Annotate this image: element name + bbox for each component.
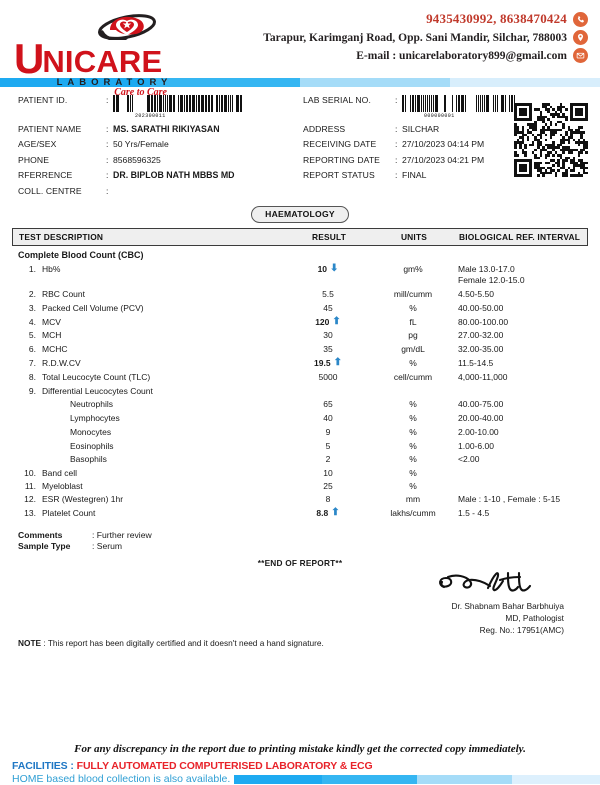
table-row	[12, 287, 588, 301]
test-name: Eosinophils	[70, 440, 114, 451]
cell-units: fL	[409, 316, 417, 327]
cell-result	[280, 413, 376, 423]
cell-result	[280, 303, 376, 313]
lab-logo	[14, 6, 189, 98]
comments-row	[18, 530, 588, 540]
result-value: 25	[323, 481, 333, 492]
cell-result	[280, 289, 376, 299]
table-row	[12, 507, 588, 521]
table-row	[12, 315, 588, 329]
cell-result	[280, 441, 376, 451]
cell-reference: 27.00-32.00	[458, 330, 504, 341]
address-text: Tarapur, Karimganj Road, Opp. Sani Mandir, Silchar, 788003	[263, 31, 567, 44]
envelope-icon	[573, 48, 588, 63]
info-label: RFERRENCE	[18, 170, 73, 180]
cell-result	[280, 494, 376, 504]
info-colon: :	[395, 170, 398, 180]
cell-result	[280, 427, 376, 437]
footer-home-row	[0, 773, 600, 785]
row-index	[18, 427, 42, 437]
arrow-down-icon: ⬇	[330, 263, 339, 274]
table-row	[12, 263, 588, 288]
result-value: 35	[323, 344, 333, 355]
doctor-qualification: MD, Pathologist	[505, 613, 564, 624]
table-row	[12, 357, 588, 371]
phone-icon	[573, 12, 588, 27]
cell-units: cell/cumm	[393, 372, 433, 382]
col-header-description: TEST DESCRIPTION	[19, 231, 104, 242]
cell-reference: Male : 1-10 , Female : 5-15	[458, 494, 561, 505]
cell-description	[12, 468, 280, 478]
contact-email-row	[189, 48, 588, 63]
cell-reference: <2.00	[458, 454, 480, 465]
test-name: Band cell	[42, 468, 77, 479]
logo-tagline: Care to Care	[114, 87, 167, 98]
cell-units: pg	[408, 330, 418, 341]
cell-result	[280, 399, 376, 409]
phone-number: 9435430992, 8638470424	[426, 11, 567, 26]
cell-reference: 1.00-6.00	[458, 440, 494, 451]
comments-value: : Further review	[92, 529, 152, 540]
test-name: Monocytes	[70, 426, 112, 437]
test-group-title: Complete Blood Count (CBC)	[18, 249, 144, 260]
row-index: 4.	[28, 316, 36, 327]
result-value: 5.5	[322, 288, 334, 299]
table-body	[12, 263, 588, 521]
info-value: SILCHAR	[402, 123, 440, 134]
doctor-name: Dr. Shabnam Bahar Barbhuiya	[451, 601, 564, 611]
cell-result	[280, 468, 376, 478]
cell-reference: 32.00-35.00	[458, 344, 504, 355]
cell-result	[280, 454, 376, 464]
info-row-address	[303, 124, 518, 135]
cell-result	[280, 481, 376, 491]
cell-description	[12, 303, 280, 313]
cell-description	[12, 386, 280, 396]
sample-type-value: : Serum	[92, 540, 123, 551]
cell-reference: 2.00-10.00	[458, 426, 499, 437]
cell-description	[12, 399, 280, 409]
result-value: 10	[323, 468, 333, 479]
result-value: 5	[325, 440, 331, 451]
patient-info-right	[303, 95, 518, 201]
info-value: MS. SARATHI RIKIYASAN	[113, 123, 220, 134]
test-name: MCH	[42, 330, 62, 341]
row-index: 3.	[28, 302, 36, 313]
arrow-up-icon: ⬆	[333, 357, 342, 369]
cell-result	[280, 508, 376, 518]
cell-units: mm	[405, 494, 421, 505]
footer-disclaimer: For any discrepancy in the report due to printing mistake kindly get the corrected copy immediately.	[74, 743, 526, 755]
row-index	[18, 399, 42, 409]
cell-description	[12, 358, 280, 368]
row-index: 13.	[24, 508, 36, 519]
contact-phone-row	[189, 11, 588, 27]
info-row-receiving-date	[303, 139, 518, 150]
cell-units: %	[409, 358, 417, 369]
info-row-patient-name	[18, 124, 303, 135]
result-value: 65	[323, 398, 333, 409]
table-row	[12, 425, 588, 439]
signature-mark-icon	[334, 568, 564, 598]
barcode	[113, 95, 303, 119]
info-colon: :	[106, 123, 109, 134]
cell-reference: 11.5-14.5	[458, 358, 494, 369]
cell-description	[12, 441, 280, 451]
row-index: 1.	[28, 264, 36, 274]
result-value: 19.5 ⬆	[314, 357, 342, 369]
row-index: 8.	[28, 372, 36, 382]
patient-info-left	[18, 95, 303, 201]
home-collection-text: HOME based blood collection is also available.	[12, 773, 231, 785]
cell-reference: 40.00-50.00	[458, 302, 504, 313]
info-colon: :	[106, 154, 109, 165]
report-note	[18, 638, 324, 648]
footer-accent-seg-2	[322, 775, 417, 784]
info-label: ADDRESS	[303, 123, 346, 134]
info-row-rferrence	[18, 170, 303, 181]
end-of-report-text: **END OF REPORT**	[257, 557, 343, 568]
report-header	[0, 0, 600, 98]
cell-result	[280, 330, 376, 340]
info-value: DR. BIPLOB NATH MBBS MD	[113, 170, 235, 180]
cell-result	[280, 344, 376, 354]
table-row	[12, 343, 588, 357]
result-value: 5000	[318, 372, 338, 382]
logo-letter-u: U	[14, 34, 44, 82]
test-name: Neutrophils	[70, 398, 113, 409]
barcode	[402, 95, 518, 119]
info-value: 27/10/2023 04:14 PM	[402, 139, 485, 149]
result-value: 9	[325, 426, 331, 437]
info-value: FINAL	[402, 170, 427, 180]
table-row	[12, 329, 588, 343]
barcode-number: 000000001	[424, 113, 455, 119]
cell-reference: 20.00-40.00	[458, 412, 504, 423]
info-value	[402, 95, 518, 119]
test-name: MCHC	[42, 344, 68, 355]
cell-description	[12, 344, 280, 354]
info-row-report-status	[303, 170, 518, 181]
table-row	[12, 439, 588, 453]
table-row	[12, 301, 588, 315]
cell-description	[12, 494, 280, 504]
cell-description	[12, 264, 280, 274]
result-value: 10 ⬇	[317, 263, 339, 274]
info-label: RECEIVING DATE	[303, 139, 377, 149]
table-row	[12, 493, 588, 507]
results-table	[12, 228, 588, 521]
cell-description	[12, 508, 280, 518]
table-row	[12, 453, 588, 467]
info-colon: :	[106, 185, 109, 196]
cell-reference: 4.50-5.50	[458, 288, 494, 299]
cell-reference: 1.5 - 4.5	[458, 508, 490, 519]
info-row-reporting-date	[303, 155, 518, 166]
cell-description	[12, 372, 280, 382]
cell-units: %	[409, 412, 417, 423]
facilities-value: FULLY AUTOMATED COMPUTERISED LABORATORY & ECG	[76, 760, 373, 772]
test-name: MCV	[42, 316, 61, 327]
result-value: 45	[323, 302, 333, 313]
test-name: Basophils	[70, 454, 107, 465]
info-label: COLL. CENTRE	[18, 185, 82, 196]
cell-description	[12, 317, 280, 327]
info-label: REPORTING DATE	[303, 154, 381, 165]
info-colon: :	[395, 154, 398, 165]
signature-details	[334, 600, 564, 636]
test-name: Myeloblast	[42, 481, 83, 492]
info-label: PHONE	[18, 154, 50, 165]
row-index: 9.	[28, 385, 36, 396]
comments-label: Comments	[18, 529, 63, 540]
info-colon: :	[106, 95, 109, 105]
info-value: 8568596325	[113, 154, 161, 165]
test-name: Differential Leucocytes Count	[42, 385, 153, 396]
info-label: PATIENT NAME	[18, 123, 82, 134]
col-header-reference: BIOLOGICAL REF. INTERVAL	[459, 231, 581, 242]
sample-type-label: Sample Type	[18, 540, 71, 551]
info-colon: :	[395, 95, 398, 105]
cell-units: mill/cumm	[393, 288, 433, 299]
info-label: PATIENT ID.	[18, 95, 68, 105]
contact-block	[189, 6, 592, 66]
test-name: Platelet Count	[42, 508, 96, 519]
note-text: : This report has been digitally certified and it doesn't need a hand signature.	[41, 638, 324, 648]
row-index: 12.	[24, 494, 36, 505]
footer-accent-seg-1	[234, 775, 322, 784]
col-header-result: RESULT	[311, 231, 347, 242]
barcode-number: 202300011	[135, 113, 166, 119]
footer-facilities	[0, 760, 600, 772]
cell-units: %	[409, 468, 417, 479]
cell-units: lakhs/cumm	[390, 508, 436, 519]
table-header-row	[12, 228, 588, 246]
info-value: 27/10/2023 04:21 PM	[402, 154, 485, 165]
cell-units: %	[409, 398, 417, 409]
cell-units: %	[409, 302, 417, 313]
col-header-units: UNITS	[400, 231, 428, 242]
cell-result	[280, 317, 376, 327]
test-name: RBC Count	[42, 288, 85, 299]
row-index: 6.	[28, 344, 36, 355]
row-index: 10.	[24, 468, 36, 479]
test-name: Packed Cell Volume (PCV)	[42, 302, 144, 313]
table-row	[12, 411, 588, 425]
row-index	[18, 441, 42, 451]
cell-description	[12, 427, 280, 437]
row-index: 2.	[28, 288, 36, 299]
arrow-up-icon: ⬆	[331, 507, 340, 519]
cell-reference: 4,000-11,000	[458, 372, 508, 382]
report-footer	[0, 743, 600, 785]
test-name: Total Leucocyte Count (TLC)	[42, 372, 151, 382]
row-index	[18, 454, 42, 464]
location-pin-icon	[573, 30, 588, 45]
info-label: AGE/SEX	[18, 139, 57, 149]
signature-block	[334, 568, 564, 636]
footer-accent-bar	[234, 775, 600, 784]
logo-subtitle: LABORATORY	[56, 77, 173, 88]
section-badge-wrap	[0, 204, 600, 223]
cell-units: %	[409, 454, 417, 465]
result-value: 8	[325, 494, 331, 505]
info-value: 50 Yrs/Female	[113, 139, 169, 149]
info-row-coll-centre	[18, 186, 303, 197]
info-colon: :	[395, 139, 398, 149]
info-label: REPORT STATUS	[303, 170, 375, 180]
accent-seg-4	[450, 78, 600, 87]
arrow-up-icon: ⬆	[332, 315, 341, 327]
row-index	[18, 413, 42, 423]
cell-reference: Male 13.0-17.0 Female 12.0-15.0	[458, 264, 525, 285]
table-row	[12, 371, 588, 385]
info-row-phone	[18, 155, 303, 166]
cell-units: %	[409, 481, 417, 492]
cell-description	[12, 289, 280, 299]
row-index: 5.	[28, 330, 36, 341]
sample-type-row	[18, 541, 588, 551]
table-row	[12, 467, 588, 480]
accent-seg-3	[300, 78, 450, 87]
row-index: 11.	[24, 481, 36, 492]
barcode-bars	[402, 95, 516, 112]
result-value: 40	[323, 412, 333, 423]
info-row-age-sex	[18, 139, 303, 150]
table-row	[12, 384, 588, 397]
test-name: Lymphocytes	[70, 412, 120, 423]
note-label: NOTE	[18, 638, 42, 648]
report-qr-code	[514, 103, 588, 177]
result-value: 2	[325, 454, 331, 465]
cell-reference: 40.00-75.00	[458, 398, 504, 409]
info-value	[113, 95, 303, 119]
row-index: 7.	[28, 358, 36, 369]
cell-description	[12, 330, 280, 340]
cell-reference: 80.00-100.00	[458, 316, 509, 327]
email-text: E-mail : unicarelaboratory899@gmail.com	[356, 49, 567, 62]
footer-accent-seg-3	[417, 775, 512, 784]
cell-units: gm/dL	[401, 344, 425, 355]
test-name: Hb%	[42, 264, 61, 274]
contact-address-row	[189, 30, 588, 45]
info-row-patient-id	[18, 95, 303, 119]
result-value: 30	[323, 330, 333, 341]
comments-block	[18, 530, 588, 551]
haematology-badge: HAEMATOLOGY	[251, 206, 349, 223]
result-value: 120 ⬆	[315, 315, 341, 327]
facilities-label: FACILITIES :	[12, 760, 77, 772]
patient-info	[0, 87, 600, 201]
cell-units: gm%	[403, 264, 423, 274]
logo-swirl-icon	[96, 12, 158, 40]
test-name: R.D.W.CV	[42, 358, 81, 369]
cell-units: %	[409, 440, 417, 451]
info-row-lab-serial-no	[303, 95, 518, 119]
doctor-registration: Reg. No.: 17951(AMC)	[479, 625, 564, 636]
info-label: LAB SERIAL NO.	[303, 95, 371, 105]
cell-description	[12, 454, 280, 464]
cell-description	[12, 413, 280, 423]
test-name: ESR (Westegren) 1hr	[42, 494, 124, 505]
cell-units: %	[409, 426, 417, 437]
table-row	[12, 480, 588, 493]
cell-result	[280, 264, 376, 274]
footer-accent-seg-4	[512, 775, 600, 784]
table-row	[12, 397, 588, 411]
info-colon: :	[395, 123, 398, 134]
info-colon: :	[106, 139, 109, 149]
cell-result	[280, 372, 376, 382]
cell-result	[280, 358, 376, 368]
result-value: 8.8 ⬆	[316, 507, 340, 519]
info-colon: :	[106, 170, 109, 180]
cell-description	[12, 481, 280, 491]
logo-wordmark: NICARE	[42, 43, 163, 79]
